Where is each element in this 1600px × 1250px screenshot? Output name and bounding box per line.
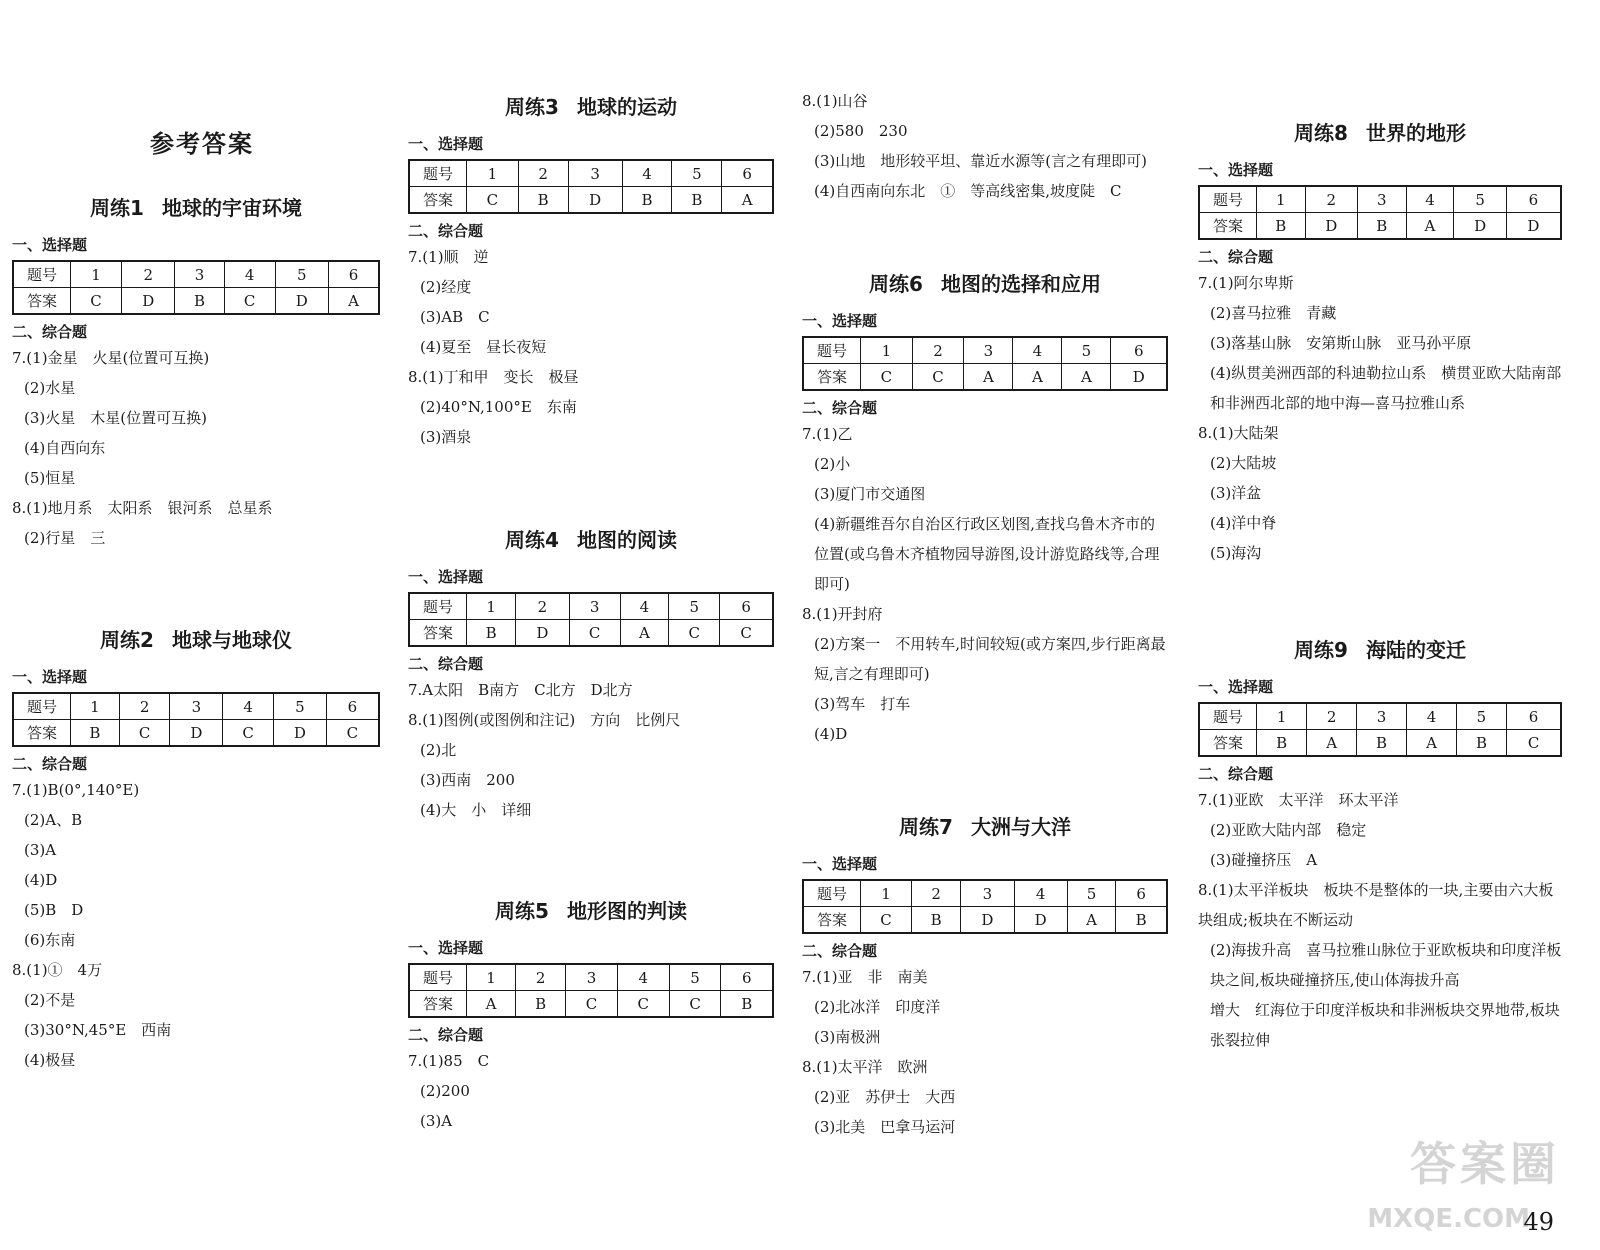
answer-table xyxy=(802,336,1168,391)
section-number: 周练6 xyxy=(869,272,923,296)
question-number-cell: 6 xyxy=(721,964,773,991)
page-title: 参考答案 xyxy=(150,130,254,158)
section-5 xyxy=(408,897,774,1136)
comprehensive-heading: 二、综合题 xyxy=(802,942,878,960)
answer-line: (2)亚欧大陆内部 稳定 xyxy=(1210,821,1367,839)
section-name: 地图的阅读 xyxy=(576,528,677,552)
answer-line: (3)AB C xyxy=(420,308,490,326)
question-number-cell: 3 xyxy=(566,964,618,991)
row-label: 答案 xyxy=(409,187,467,214)
answer-line: (3)A xyxy=(24,841,57,859)
section-name: 地球与地球仪 xyxy=(171,628,292,652)
section-5-continued xyxy=(802,86,1172,206)
answer-cell: B xyxy=(721,991,773,1018)
answer-cell: D xyxy=(1014,907,1067,934)
choice-heading: 一、选择题 xyxy=(802,855,878,873)
answer-table xyxy=(1198,702,1562,757)
answer-cell: A xyxy=(328,288,379,315)
section-number: 周练3 xyxy=(505,95,559,119)
answer-cell: D xyxy=(122,288,175,315)
row-label: 答案 xyxy=(409,620,467,647)
question-number-cell: 2 xyxy=(518,160,568,187)
section-6 xyxy=(802,270,1168,749)
choice-heading: 一、选择题 xyxy=(408,939,484,957)
answer-table xyxy=(12,260,380,315)
answer-line: 7.(1)乙 xyxy=(802,425,853,443)
answer-line: 8.(1)山谷 xyxy=(802,92,868,110)
answer-line: (2)海拔升高 喜马拉雅山脉位于亚欧板块和印度洋板块之间,板块碰撞挤压,使山体海拔升高 xyxy=(1210,941,1562,989)
question-number-cell: 4 xyxy=(622,160,672,187)
question-number-row xyxy=(803,337,1167,364)
answer-line: (5)B D xyxy=(24,901,84,919)
question-number-cell: 2 xyxy=(912,880,961,907)
answer-line: (3)酒泉 xyxy=(420,428,472,446)
choice-heading: 一、选择题 xyxy=(1198,678,1274,696)
answer-line: (4)D xyxy=(814,725,848,743)
choice-heading: 一、选择题 xyxy=(408,135,484,153)
comprehensive-heading: 二、综合题 xyxy=(408,655,484,673)
answer-cell: A xyxy=(1407,730,1457,757)
section-number: 周练9 xyxy=(1294,638,1348,662)
answer-cell: A xyxy=(1013,364,1062,391)
section-2 xyxy=(12,626,380,1075)
answer-line: (2)方案一 不用转车,时间较短(或方案四,步行距离最短,言之有理即可) xyxy=(814,635,1166,683)
page-number: 49 xyxy=(1523,1208,1554,1236)
section-name: 世界的地形 xyxy=(1365,121,1466,145)
comprehensive-heading: 二、综合题 xyxy=(1198,248,1274,266)
section-name: 海陆的变迁 xyxy=(1365,638,1466,662)
answer-cell: C xyxy=(326,720,379,747)
answer-table xyxy=(12,692,380,747)
section-name: 地球的运动 xyxy=(576,95,677,119)
section-title xyxy=(12,626,380,666)
answer-line: (4)新疆维吾尔自治区行政区划图,查找乌鲁木齐市的位置(或乌鲁木齐植物园导游图,设计游览路线等,合理即可) xyxy=(814,515,1160,593)
question-number-cell: 4 xyxy=(1014,880,1067,907)
answer-line: (2)经度 xyxy=(420,278,472,296)
answer-line: (4)纵贯美洲西部的科迪勒拉山系 横贯亚欧大陆南部和非洲西北部的地中海—喜马拉雅山系 xyxy=(1210,364,1562,412)
choice-heading: 一、选择题 xyxy=(1198,161,1274,179)
row-label: 答案 xyxy=(409,991,467,1018)
answer-row xyxy=(13,720,379,747)
answer-line: (4)极昼 xyxy=(24,1051,76,1069)
answer-line: (2)小 xyxy=(814,455,851,473)
answer-line: (3)火星 木星(位置可互换) xyxy=(24,409,207,427)
watermark-logo: 答案圈 xyxy=(1410,1137,1560,1191)
answer-line: 7.(1)85 C xyxy=(408,1052,490,1070)
question-number-cell: 1 xyxy=(861,880,912,907)
comprehensive-heading: 二、综合题 xyxy=(408,222,484,240)
row-label: 题号 xyxy=(803,337,861,364)
answer-cell: B xyxy=(1358,213,1407,240)
answer-line: (2)亚 苏伊士 大西 xyxy=(814,1088,956,1106)
answer-line: (2)水星 xyxy=(24,379,76,397)
question-number-cell: 2 xyxy=(119,693,170,720)
section-name: 地球的宇宙环境 xyxy=(161,196,302,220)
question-number-cell: 3 xyxy=(1356,703,1406,730)
question-number-cell: 6 xyxy=(1111,337,1167,364)
question-number-cell: 2 xyxy=(912,337,964,364)
section-title xyxy=(1198,636,1562,676)
question-number-cell: 5 xyxy=(273,693,326,720)
question-number-cell: 2 xyxy=(516,593,569,620)
row-label: 答案 xyxy=(1199,730,1257,757)
question-number-cell: 4 xyxy=(1013,337,1062,364)
answer-line: (2)A、B xyxy=(24,811,83,829)
answer-cell: B xyxy=(518,187,568,214)
question-number-cell: 6 xyxy=(1116,880,1167,907)
row-label: 答案 xyxy=(803,364,861,391)
question-number-cell: 3 xyxy=(170,693,223,720)
answer-line: (3)碰撞挤压 A xyxy=(1210,851,1318,869)
answer-line: (2)喜马拉雅 青藏 xyxy=(1210,304,1337,322)
answer-line: (2)200 xyxy=(420,1082,470,1100)
question-number-cell: 3 xyxy=(964,337,1013,364)
answer-line: 8.(1)大陆架 xyxy=(1198,424,1279,442)
answer-table xyxy=(802,879,1168,934)
answer-line: 8.(1)太平洋 欧洲 xyxy=(802,1058,928,1076)
answer-line: 8.(1)太平洋板块 板块不是整体的一块,主要由六大板块组成;板块在不断运动 xyxy=(1198,881,1554,929)
section-1 xyxy=(12,194,380,553)
answer-cell: D xyxy=(1111,364,1167,391)
answer-table xyxy=(1198,185,1562,240)
section-title xyxy=(12,194,380,234)
answer-cell: C xyxy=(223,720,274,747)
question-number-cell: 4 xyxy=(223,693,274,720)
answer-cell: D xyxy=(568,187,622,214)
section-number: 周练7 xyxy=(899,815,953,839)
section-title xyxy=(1198,119,1562,159)
answer-cell: C xyxy=(566,991,618,1018)
section-4 xyxy=(408,526,774,825)
question-number-row xyxy=(409,160,773,187)
answer-cell: C xyxy=(912,364,964,391)
question-number-cell: 2 xyxy=(1307,703,1357,730)
section-number: 周练5 xyxy=(495,899,549,923)
answer-cell: C xyxy=(71,288,122,315)
answer-line: (2)大陆坡 xyxy=(1210,454,1277,472)
question-number-cell: 5 xyxy=(669,964,721,991)
question-number-cell: 1 xyxy=(1257,186,1306,213)
question-number-cell: 3 xyxy=(1358,186,1407,213)
question-number-row xyxy=(1199,703,1561,730)
answer-line: (3)A xyxy=(420,1112,453,1130)
answer-line: (2)不是 xyxy=(24,991,76,1009)
answer-row xyxy=(803,364,1167,391)
answer-line: (4)大 小 详细 xyxy=(420,801,532,819)
question-number-cell: 6 xyxy=(720,593,773,620)
answer-cell: B xyxy=(516,991,566,1018)
comprehensive-heading: 二、综合题 xyxy=(12,323,88,341)
question-number-cell: 5 xyxy=(1456,703,1506,730)
section-title xyxy=(802,813,1168,853)
answer-line: (5)恒星 xyxy=(24,469,76,487)
row-label: 答案 xyxy=(803,907,861,934)
answer-line: 8.(1)地月系 太阳系 银河系 总星系 xyxy=(12,499,273,517)
comprehensive-heading: 二、综合题 xyxy=(12,755,88,773)
question-number-cell: 1 xyxy=(71,261,122,288)
answer-cell: A xyxy=(964,364,1013,391)
section-title xyxy=(802,270,1168,310)
section-name: 地形图的判读 xyxy=(566,899,687,923)
answer-cell: D xyxy=(516,620,569,647)
answer-cell: C xyxy=(669,620,720,647)
answer-cell: A xyxy=(1406,213,1454,240)
answer-cell: B xyxy=(175,288,224,315)
answer-cell: D xyxy=(275,288,328,315)
question-number-cell: 4 xyxy=(617,964,669,991)
section-number: 周练8 xyxy=(1294,121,1348,145)
answer-cell: B xyxy=(1356,730,1406,757)
row-label: 题号 xyxy=(409,160,467,187)
question-number-cell: 3 xyxy=(568,160,622,187)
question-number-row xyxy=(13,261,379,288)
answer-cell: C xyxy=(720,620,773,647)
answer-line: 7.(1)顺 逆 xyxy=(408,248,489,266)
answer-row xyxy=(409,187,773,214)
comprehensive-heading: 二、综合题 xyxy=(1198,765,1274,783)
question-number-cell: 3 xyxy=(569,593,620,620)
answer-line: (3)30°N,45°E 西南 xyxy=(24,1021,172,1039)
comprehensive-heading: 二、综合题 xyxy=(802,399,878,417)
answer-row xyxy=(13,288,379,315)
answer-line: 7.(1)亚欧 太平洋 环太平洋 xyxy=(1198,791,1399,809)
section-name: 大洲与大洋 xyxy=(970,815,1071,839)
answer-cell: D xyxy=(1454,213,1507,240)
question-number-cell: 6 xyxy=(326,693,379,720)
question-number-cell: 2 xyxy=(516,964,566,991)
answer-cell: B xyxy=(1116,907,1167,934)
answer-line: (2)580 230 xyxy=(814,122,908,140)
answer-line: 7.(1)亚 非 南美 xyxy=(802,968,928,986)
answer-row xyxy=(1199,213,1561,240)
answer-cell: B xyxy=(672,187,722,214)
question-number-cell: 6 xyxy=(1506,186,1561,213)
answer-line: (2)40°N,100°E 东南 xyxy=(420,398,577,416)
choice-heading: 一、选择题 xyxy=(408,568,484,586)
answer-line: (3)驾车 打车 xyxy=(814,695,911,713)
row-label: 题号 xyxy=(803,880,861,907)
answer-cell: A xyxy=(722,187,773,214)
answer-cell: D xyxy=(273,720,326,747)
question-number-cell: 1 xyxy=(861,337,913,364)
answer-row xyxy=(409,620,773,647)
watermark-url: MXQE.COM xyxy=(1367,1204,1530,1234)
answer-line: (2)北冰洋 印度洋 xyxy=(814,998,941,1016)
answer-line: (3)山地 地形较平坦、靠近水源等(言之有理即可) xyxy=(814,152,1147,170)
answer-cell: B xyxy=(622,187,672,214)
answer-line: (6)东南 xyxy=(24,931,76,949)
question-number-cell: 5 xyxy=(1067,880,1115,907)
answer-line: 7.(1)B(0°,140°E) xyxy=(12,781,140,799)
answer-cell: B xyxy=(71,720,120,747)
question-number-cell: 6 xyxy=(1507,703,1561,730)
question-number-cell: 4 xyxy=(224,261,275,288)
answer-cell: C xyxy=(669,991,721,1018)
answer-line: (3)落基山脉 安第斯山脉 亚马孙平原 xyxy=(1210,334,1472,352)
question-number-cell: 6 xyxy=(722,160,773,187)
question-number-row xyxy=(803,880,1167,907)
answer-cell: C xyxy=(861,907,912,934)
answer-cell: D xyxy=(961,907,1014,934)
answer-cell: B xyxy=(467,620,516,647)
section-number: 周练4 xyxy=(505,528,559,552)
answer-cell: C xyxy=(467,187,519,214)
question-number-cell: 6 xyxy=(328,261,379,288)
answer-line: 8.(1)① 4万 xyxy=(12,961,103,979)
question-number-cell: 5 xyxy=(669,593,720,620)
row-label: 题号 xyxy=(409,593,467,620)
answer-line: 8.(1)图例(或图例和注记) 方向 比例尺 xyxy=(408,711,681,729)
answer-cell: A xyxy=(467,991,516,1018)
answer-line: (4)自西向东 xyxy=(24,439,106,457)
answer-line: 7.A太阳 B南方 C北方 D北方 xyxy=(408,681,633,699)
answer-cell: B xyxy=(1257,213,1306,240)
question-number-cell: 1 xyxy=(467,593,516,620)
answer-table xyxy=(408,963,774,1018)
question-number-cell: 4 xyxy=(620,593,668,620)
answer-line: 8.(1)丁和甲 变长 极昼 xyxy=(408,368,579,386)
answer-cell: C xyxy=(617,991,669,1018)
answer-table xyxy=(408,592,774,647)
answer-cell: C xyxy=(569,620,620,647)
answer-line: 7.(1)金星 火星(位置可互换) xyxy=(12,349,210,367)
row-label: 答案 xyxy=(1199,213,1257,240)
row-label: 题号 xyxy=(13,261,71,288)
answer-cell: C xyxy=(861,364,913,391)
answer-line: 增大 红海位于印度洋板块和非洲板块交界地带,板块张裂拉伸 xyxy=(1210,1001,1560,1049)
choice-heading: 一、选择题 xyxy=(12,668,88,686)
row-label: 题号 xyxy=(1199,186,1257,213)
section-8 xyxy=(1198,119,1562,568)
answer-cell: B xyxy=(1456,730,1506,757)
answer-cell: C xyxy=(1507,730,1561,757)
answer-cell: A xyxy=(620,620,668,647)
section-title xyxy=(408,897,774,937)
answer-line: (4)洋中脊 xyxy=(1210,514,1277,532)
answer-line: (3)西南 200 xyxy=(420,771,515,789)
question-number-row xyxy=(409,964,773,991)
question-number-cell: 2 xyxy=(122,261,175,288)
answer-cell: D xyxy=(170,720,223,747)
answer-line: (3)厦门市交通图 xyxy=(814,485,926,503)
question-number-cell: 3 xyxy=(175,261,224,288)
answer-row xyxy=(803,907,1167,934)
answer-line: (4)自西南向东北 ① 等高线密集,坡度陡 C xyxy=(814,182,1122,200)
section-3 xyxy=(408,93,774,452)
answer-cell: A xyxy=(1067,907,1115,934)
answer-cell: B xyxy=(912,907,961,934)
answer-line: (4)夏至 昼长夜短 xyxy=(420,338,547,356)
question-number-cell: 2 xyxy=(1305,186,1358,213)
answer-cell: D xyxy=(1506,213,1561,240)
question-number-cell: 1 xyxy=(467,964,516,991)
question-number-cell: 5 xyxy=(275,261,328,288)
row-label: 答案 xyxy=(13,288,71,315)
question-number-cell: 5 xyxy=(672,160,722,187)
section-number: 周练1 xyxy=(90,196,144,220)
answer-row xyxy=(409,991,773,1018)
answer-line: 8.(1)开封府 xyxy=(802,605,883,623)
row-label: 题号 xyxy=(409,964,467,991)
section-9 xyxy=(1198,636,1562,1055)
question-number-cell: 4 xyxy=(1407,703,1457,730)
answer-cell: B xyxy=(1257,730,1307,757)
section-title xyxy=(408,526,774,566)
answer-line: (3)北美 巴拿马运河 xyxy=(814,1118,956,1136)
choice-heading: 一、选择题 xyxy=(12,236,88,254)
answer-cell: A xyxy=(1062,364,1111,391)
answer-line: (3)南极洲 xyxy=(814,1028,881,1046)
question-number-row xyxy=(1199,186,1561,213)
question-number-cell: 1 xyxy=(1257,703,1307,730)
question-number-cell: 5 xyxy=(1454,186,1507,213)
answer-line: (5)海沟 xyxy=(1210,544,1262,562)
row-label: 题号 xyxy=(1199,703,1257,730)
choice-heading: 一、选择题 xyxy=(802,312,878,330)
question-number-row xyxy=(409,593,773,620)
answer-table xyxy=(408,159,774,214)
section-title xyxy=(408,93,774,133)
comprehensive-heading: 二、综合题 xyxy=(408,1026,484,1044)
answer-line: 7.(1)阿尔卑斯 xyxy=(1198,274,1294,292)
row-label: 答案 xyxy=(13,720,71,747)
answer-line: (3)洋盆 xyxy=(1210,484,1262,502)
answer-line: (2)北 xyxy=(420,741,457,759)
answer-row xyxy=(1199,730,1561,757)
question-number-cell: 3 xyxy=(961,880,1014,907)
question-number-cell: 5 xyxy=(1062,337,1111,364)
row-label: 题号 xyxy=(13,693,71,720)
section-7 xyxy=(802,813,1168,1142)
question-number-cell: 1 xyxy=(71,693,120,720)
answer-cell: D xyxy=(1305,213,1358,240)
answer-cell: C xyxy=(119,720,170,747)
answer-cell: C xyxy=(224,288,275,315)
answer-line: (4)D xyxy=(24,871,58,889)
answer-cell: A xyxy=(1307,730,1357,757)
section-name: 地图的选择和应用 xyxy=(940,272,1101,296)
question-number-row xyxy=(13,693,379,720)
question-number-cell: 4 xyxy=(1406,186,1454,213)
section-number: 周练2 xyxy=(100,628,154,652)
question-number-cell: 1 xyxy=(467,160,519,187)
answer-line: (2)行星 三 xyxy=(24,529,106,547)
